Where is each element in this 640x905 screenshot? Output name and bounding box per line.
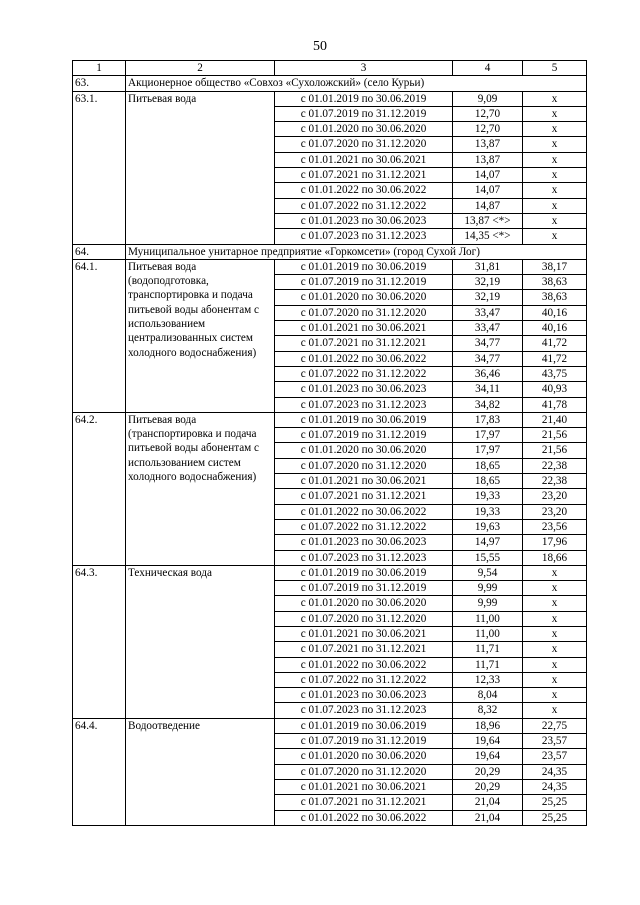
header-col-5: 5 — [523, 61, 587, 76]
service-name: Водоотведение — [126, 718, 275, 825]
tariff-value-col5: 23,57 — [523, 749, 587, 764]
header-col-3: 3 — [275, 61, 453, 76]
tariff-value-col5: 38,17 — [523, 259, 587, 274]
tariff-period: с 01.07.2021 по 31.12.2021 — [275, 642, 453, 657]
tariff-period: с 01.07.2020 по 31.12.2020 — [275, 764, 453, 779]
tariff-period: с 01.07.2023 по 31.12.2023 — [275, 229, 453, 244]
tariff-period: с 01.07.2023 по 31.12.2023 — [275, 703, 453, 718]
service-number: 64.4. — [73, 718, 126, 825]
tariff-period: с 01.07.2023 по 31.12.2023 — [275, 397, 453, 412]
tariff-value-col5: x — [523, 565, 587, 580]
tariff-value-col4: 34,11 — [453, 382, 523, 397]
tariff-period: с 01.07.2022 по 31.12.2022 — [275, 366, 453, 381]
org-number: 63. — [73, 76, 126, 91]
tariff-period: с 01.01.2022 по 30.06.2022 — [275, 657, 453, 672]
service-number: 63.1. — [73, 91, 126, 244]
service-number: 64.2. — [73, 412, 126, 565]
tariff-value-col5: x — [523, 229, 587, 244]
tariff-value-col5: x — [523, 688, 587, 703]
tariff-table — [72, 60, 587, 826]
tariff-period: с 01.01.2021 по 30.06.2021 — [275, 626, 453, 641]
tariff-value-col4: 14,97 — [453, 535, 523, 550]
tariff-period: с 01.01.2020 по 30.06.2020 — [275, 596, 453, 611]
tariff-value-col5: x — [523, 152, 587, 167]
service-name: Техническая вода — [126, 565, 275, 718]
tariff-period: с 01.01.2023 по 30.06.2023 — [275, 382, 453, 397]
tariff-value-col5: 25,25 — [523, 810, 587, 825]
tariff-period: с 01.01.2022 по 30.06.2022 — [275, 504, 453, 519]
tariff-value-col5: 25,25 — [523, 795, 587, 810]
tariff-value-col4: 31,81 — [453, 259, 523, 274]
tariff-row — [73, 565, 587, 580]
tariff-value-col5: x — [523, 198, 587, 213]
tariff-value-col4: 9,54 — [453, 565, 523, 580]
tariff-value-col5: 40,16 — [523, 321, 587, 336]
tariff-value-col5: x — [523, 213, 587, 228]
tariff-period: с 01.07.2023 по 31.12.2023 — [275, 550, 453, 565]
service-name: Питьевая вода (водоподготовка, транспортировка и подача питьевой воды абонентам с использованием централизованных систем холодного водоснабжения) — [126, 259, 275, 412]
tariff-value-col4: 17,83 — [453, 412, 523, 427]
service-name: Питьевая вода — [126, 91, 275, 244]
tariff-period: с 01.01.2021 по 30.06.2021 — [275, 779, 453, 794]
tariff-period: с 01.01.2019 по 30.06.2019 — [275, 565, 453, 580]
tariff-value-col4: 13,87 — [453, 137, 523, 152]
tariff-value-col4: 19,33 — [453, 504, 523, 519]
tariff-value-col4: 13,87 — [453, 152, 523, 167]
tariff-value-col4: 8,04 — [453, 688, 523, 703]
tariff-value-col4: 21,04 — [453, 795, 523, 810]
org-title: Акционерное общество «Совхоз «Сухоложский» (село Курьи) — [126, 76, 587, 91]
tariff-value-col4: 14,35 <*> — [453, 229, 523, 244]
tariff-value-col5: 21,56 — [523, 443, 587, 458]
tariff-period: с 01.01.2021 по 30.06.2021 — [275, 474, 453, 489]
tariff-period: с 01.07.2021 по 31.12.2021 — [275, 336, 453, 351]
tariff-period: с 01.07.2019 по 31.12.2019 — [275, 734, 453, 749]
tariff-period: с 01.07.2020 по 31.12.2020 — [275, 611, 453, 626]
tariff-value-col4: 19,63 — [453, 519, 523, 534]
tariff-value-col4: 11,71 — [453, 642, 523, 657]
tariff-value-col4: 20,29 — [453, 764, 523, 779]
tariff-value-col4: 21,04 — [453, 810, 523, 825]
tariff-value-col4: 11,00 — [453, 611, 523, 626]
tariff-value-col4: 19,33 — [453, 489, 523, 504]
tariff-period: с 01.01.2019 по 30.06.2019 — [275, 91, 453, 106]
tariff-value-col5: 40,16 — [523, 305, 587, 320]
tariff-value-col4: 34,77 — [453, 351, 523, 366]
tariff-value-col4: 33,47 — [453, 321, 523, 336]
page-number: 50 — [313, 39, 327, 54]
tariff-value-col4: 13,87 <*> — [453, 213, 523, 228]
tariff-period: с 01.07.2019 по 31.12.2019 — [275, 581, 453, 596]
tariff-value-col4: 18,65 — [453, 458, 523, 473]
tariff-value-col5: x — [523, 611, 587, 626]
header-col-4: 4 — [453, 61, 523, 76]
tariff-period: с 01.01.2021 по 30.06.2021 — [275, 321, 453, 336]
tariff-value-col4: 36,46 — [453, 366, 523, 381]
tariff-period: с 01.07.2019 по 31.12.2019 — [275, 106, 453, 121]
tariff-period: с 01.01.2022 по 30.06.2022 — [275, 351, 453, 366]
tariff-value-col4: 32,19 — [453, 290, 523, 305]
tariff-period: с 01.07.2019 по 31.12.2019 — [275, 428, 453, 443]
tariff-value-col4: 34,82 — [453, 397, 523, 412]
tariff-value-col5: x — [523, 106, 587, 121]
tariff-period: с 01.07.2022 по 31.12.2022 — [275, 519, 453, 534]
tariff-value-col5: 21,40 — [523, 412, 587, 427]
tariff-period: с 01.01.2023 по 30.06.2023 — [275, 213, 453, 228]
tariff-value-col5: 38,63 — [523, 290, 587, 305]
tariff-value-col5: 18,66 — [523, 550, 587, 565]
tariff-value-col4: 11,71 — [453, 657, 523, 672]
tariff-value-col5: x — [523, 642, 587, 657]
tariff-period: с 01.01.2023 по 30.06.2023 — [275, 688, 453, 703]
tariff-value-col5: x — [523, 137, 587, 152]
tariff-value-col4: 9,09 — [453, 91, 523, 106]
tariff-value-col4: 17,97 — [453, 443, 523, 458]
tariff-period: с 01.07.2020 по 31.12.2020 — [275, 137, 453, 152]
tariff-row — [73, 412, 587, 427]
tariff-period: с 01.01.2020 по 30.06.2020 — [275, 122, 453, 137]
tariff-value-col4: 15,55 — [453, 550, 523, 565]
table-header-row — [73, 61, 587, 76]
tariff-period: с 01.07.2022 по 31.12.2022 — [275, 672, 453, 687]
tariff-value-col5: x — [523, 581, 587, 596]
tariff-value-col4: 33,47 — [453, 305, 523, 320]
tariff-value-col4: 34,77 — [453, 336, 523, 351]
tariff-value-col4: 17,97 — [453, 428, 523, 443]
tariff-period: с 01.01.2020 по 30.06.2020 — [275, 443, 453, 458]
tariff-value-col5: 21,56 — [523, 428, 587, 443]
tariff-value-col5: x — [523, 168, 587, 183]
tariff-value-col5: 43,75 — [523, 366, 587, 381]
tariff-value-col5: x — [523, 703, 587, 718]
tariff-period: с 01.07.2021 по 31.12.2021 — [275, 489, 453, 504]
tariff-period: с 01.07.2020 по 31.12.2020 — [275, 458, 453, 473]
tariff-value-col4: 11,00 — [453, 626, 523, 641]
tariff-value-col4: 14,87 — [453, 198, 523, 213]
tariff-value-col4: 12,33 — [453, 672, 523, 687]
tariff-period: с 01.07.2022 по 31.12.2022 — [275, 198, 453, 213]
tariff-row — [73, 718, 587, 733]
tariff-period: с 01.01.2021 по 30.06.2021 — [275, 152, 453, 167]
tariff-value-col5: x — [523, 626, 587, 641]
tariff-period: с 01.01.2019 по 30.06.2019 — [275, 718, 453, 733]
service-number: 64.3. — [73, 565, 126, 718]
tariff-period: с 01.07.2020 по 31.12.2020 — [275, 305, 453, 320]
tariff-value-col5: 23,56 — [523, 519, 587, 534]
tariff-period: с 01.07.2021 по 31.12.2021 — [275, 168, 453, 183]
service-name: Питьевая вода (транспортировка и подача питьевой воды абонентам с использованием систем холодного водоснабжения) — [126, 412, 275, 565]
tariff-period: с 01.07.2021 по 31.12.2021 — [275, 795, 453, 810]
tariff-value-col4: 18,96 — [453, 718, 523, 733]
tariff-value-col5: 38,63 — [523, 275, 587, 290]
tariff-value-col5: x — [523, 183, 587, 198]
tariff-value-col5: 23,20 — [523, 489, 587, 504]
header-col-2: 2 — [126, 61, 275, 76]
service-number: 64.1. — [73, 259, 126, 412]
tariff-value-col5: 23,20 — [523, 504, 587, 519]
tariff-value-col5: 22,38 — [523, 474, 587, 489]
tariff-value-col5: 24,35 — [523, 764, 587, 779]
tariff-value-col5: 24,35 — [523, 779, 587, 794]
tariff-period: с 01.01.2023 по 30.06.2023 — [275, 535, 453, 550]
tariff-value-col4: 14,07 — [453, 168, 523, 183]
tariff-period: с 01.01.2019 по 30.06.2019 — [275, 259, 453, 274]
tariff-period: с 01.01.2019 по 30.06.2019 — [275, 412, 453, 427]
tariff-value-col5: x — [523, 91, 587, 106]
tariff-value-col5: 41,78 — [523, 397, 587, 412]
tariff-period: с 01.01.2022 по 30.06.2022 — [275, 810, 453, 825]
tariff-period: с 01.01.2020 по 30.06.2020 — [275, 749, 453, 764]
tariff-value-col4: 18,65 — [453, 474, 523, 489]
tariff-value-col5: x — [523, 122, 587, 137]
tariff-value-col4: 12,70 — [453, 106, 523, 121]
tariff-row — [73, 91, 587, 106]
tariff-value-col4: 9,99 — [453, 581, 523, 596]
tariff-value-col5: 22,38 — [523, 458, 587, 473]
header-col-1: 1 — [73, 61, 126, 76]
tariff-table-body — [73, 61, 587, 826]
tariff-period: с 01.07.2019 по 31.12.2019 — [275, 275, 453, 290]
tariff-value-col4: 19,64 — [453, 749, 523, 764]
tariff-value-col4: 32,19 — [453, 275, 523, 290]
tariff-period: с 01.01.2020 по 30.06.2020 — [275, 290, 453, 305]
tariff-value-col4: 14,07 — [453, 183, 523, 198]
tariff-value-col5: x — [523, 672, 587, 687]
tariff-value-col5: 40,93 — [523, 382, 587, 397]
tariff-value-col5: 41,72 — [523, 351, 587, 366]
org-row — [73, 244, 587, 259]
tariff-value-col5: 22,75 — [523, 718, 587, 733]
org-row — [73, 76, 587, 91]
tariff-value-col4: 19,64 — [453, 734, 523, 749]
tariff-value-col5: x — [523, 596, 587, 611]
tariff-value-col5: x — [523, 657, 587, 672]
tariff-value-col4: 12,70 — [453, 122, 523, 137]
tariff-value-col5: 17,96 — [523, 535, 587, 550]
org-number: 64. — [73, 244, 126, 259]
org-title: Муниципальное унитарное предприятие «Горкомсети» (город Сухой Лог) — [126, 244, 587, 259]
tariff-value-col4: 8,32 — [453, 703, 523, 718]
tariff-value-col4: 20,29 — [453, 779, 523, 794]
tariff-value-col4: 9,99 — [453, 596, 523, 611]
tariff-value-col5: 41,72 — [523, 336, 587, 351]
tariff-period: с 01.01.2022 по 30.06.2022 — [275, 183, 453, 198]
tariff-value-col5: 23,57 — [523, 734, 587, 749]
tariff-row — [73, 259, 587, 274]
